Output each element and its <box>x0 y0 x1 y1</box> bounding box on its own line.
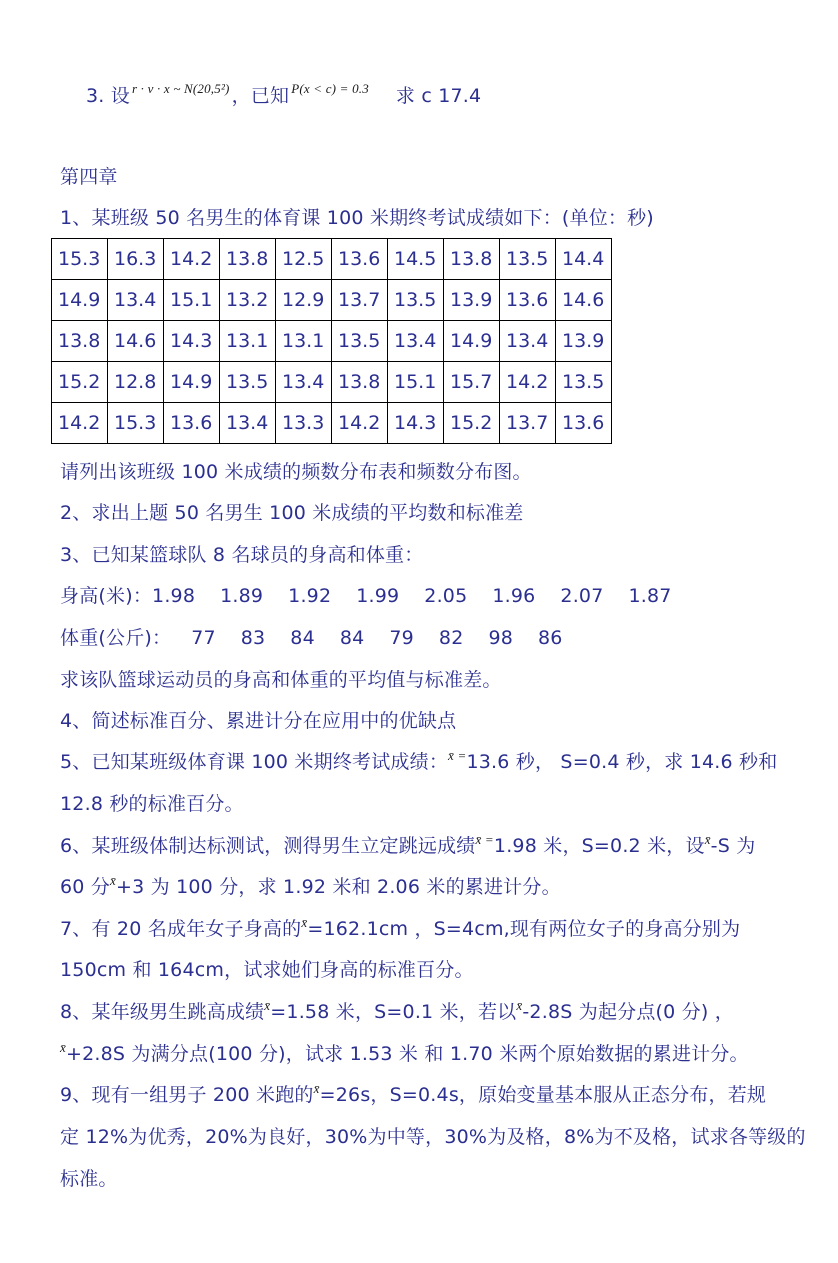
question-5-line-2: 12.8 秒的标准百分。 <box>60 793 244 815</box>
prev-question-3 <box>86 81 482 110</box>
q6-mean-symbol-2: x̄ <box>704 832 711 847</box>
table-cell: 14.4 <box>556 239 612 280</box>
weight-values: 77 83 84 84 79 82 98 86 <box>191 627 563 649</box>
table-cell: 13.8 <box>444 239 500 280</box>
table-cell: 12.9 <box>276 280 332 321</box>
question-7-line-2: 150cm 和 164cm，试求她们身高的标准百分。 <box>60 959 474 981</box>
chapter-heading: 第四章 <box>60 166 118 188</box>
table-cell: 13.8 <box>52 321 108 362</box>
q9-mean-symbol: x̄ <box>313 1081 320 1096</box>
q6-text-e: +3 为 100 分，求 1.92 米和 2.06 米的累进计分。 <box>116 876 561 898</box>
scores-table <box>51 238 612 444</box>
prev-q3-mid: ，已知 <box>231 85 290 107</box>
table-cell: 13.5 <box>332 321 388 362</box>
question-5-line-1 <box>60 750 777 776</box>
table-cell: 13.4 <box>220 403 276 444</box>
height-label: 身高(米)： <box>60 585 153 607</box>
question-1-followup: 请列出该班级 100 米成绩的频数分布表和频数分布图。 <box>60 461 532 483</box>
prev-q3-suffix: 求 c 17.4 <box>395 85 482 107</box>
question-3-ask: 求该队篮球运动员的身高和体重的平均值与标准差。 <box>60 669 502 691</box>
table-cell: 13.5 <box>556 362 612 403</box>
q6-mean-symbol: x̄ = <box>475 832 494 847</box>
table-cell: 14.6 <box>108 321 164 362</box>
question-7-line-1 <box>60 917 740 943</box>
table-row <box>52 403 612 444</box>
q5-mean-symbol: x̄ = <box>448 748 467 763</box>
table-cell: 14.5 <box>388 239 444 280</box>
table-cell: 13.1 <box>220 321 276 362</box>
table-cell: 15.2 <box>444 403 500 444</box>
question-2: 2、求出上题 50 名男生 100 米成绩的平均数和标准差 <box>60 502 524 524</box>
q6-text-d: 60 分 <box>60 876 111 898</box>
table-cell: 13.5 <box>220 362 276 403</box>
prev-q3-prefix: 3. 设 <box>86 85 130 107</box>
table-cell: 15.1 <box>164 280 220 321</box>
table-cell: 13.5 <box>500 239 556 280</box>
question-4: 4、简述标准百分、累进计分在应用中的优缺点 <box>60 710 457 732</box>
table-cell: 13.2 <box>220 280 276 321</box>
table-cell: 15.1 <box>388 362 444 403</box>
table-cell: 14.2 <box>52 403 108 444</box>
table-cell: 13.6 <box>164 403 220 444</box>
q9-text-b: =26s，S=0.4s，原始变量基本服从正态分布，若规 <box>319 1084 767 1106</box>
table-cell: 13.3 <box>276 403 332 444</box>
question-8-line-2 <box>60 1042 749 1068</box>
weight-label: 体重(公斤)： <box>60 627 172 649</box>
table-row <box>52 321 612 362</box>
question-6-line-2 <box>60 875 561 901</box>
table-cell: 13.9 <box>556 321 612 362</box>
q8-mean-symbol-2: x̄ <box>516 998 523 1013</box>
table-cell: 14.2 <box>164 239 220 280</box>
table-cell: 13.1 <box>276 321 332 362</box>
table-cell: 13.4 <box>500 321 556 362</box>
q8-text-c: -2.8S 为起分点(0 分) ， <box>522 1001 734 1023</box>
table-cell: 13.6 <box>332 239 388 280</box>
table-cell: 14.2 <box>500 362 556 403</box>
table-cell: 12.8 <box>108 362 164 403</box>
q7-text-b: =162.1cm ，S=4cm,现有两位女子的身高分别为 <box>307 918 741 940</box>
q7-text-a: 7、有 20 名成年女子身高的 <box>60 918 302 940</box>
table-cell: 14.9 <box>52 280 108 321</box>
table-cell: 14.2 <box>332 403 388 444</box>
question-3: 3、已知某篮球队 8 名球员的身高和体重： <box>60 544 424 566</box>
q6-text-a: 6、某班级体制达标测试，测得男生立定跳远成绩 <box>60 835 476 857</box>
question-9-line-3: 标准。 <box>60 1168 118 1190</box>
table-cell: 13.8 <box>220 239 276 280</box>
question-9-line-2: 定 12%为优秀，20%为良好，30%为中等，30%为及格，8%为不及格，试求各等级的 <box>60 1126 806 1148</box>
table-cell: 13.4 <box>388 321 444 362</box>
table-row <box>52 239 612 280</box>
question-1: 1、某班级 50 名男生的体育课 100 米期终考试成绩如下：(单位：秒) <box>60 207 654 229</box>
table-cell: 14.3 <box>388 403 444 444</box>
table-cell: 14.9 <box>164 362 220 403</box>
question-8-line-1 <box>60 1000 734 1026</box>
table-cell: 13.8 <box>332 362 388 403</box>
q8-text-a: 8、某年级男生跳高成绩 <box>60 1001 265 1023</box>
heights-row <box>60 584 672 608</box>
table-cell: 13.6 <box>556 403 612 444</box>
height-values: 1.98 1.89 1.92 1.99 2.05 1.96 2.07 1.87 <box>152 585 672 607</box>
q8-mean-symbol: x̄ <box>264 998 271 1013</box>
weights-row <box>60 626 563 650</box>
table-cell: 13.7 <box>332 280 388 321</box>
prev-q3-formula-distribution: r · v · x ~ N(20,5²) <box>131 81 230 96</box>
table-cell: 14.9 <box>444 321 500 362</box>
q5-text-a: 5、已知某班级体育课 100 米期终考试成绩： <box>60 751 449 773</box>
table-cell: 13.5 <box>388 280 444 321</box>
table-cell: 13.6 <box>500 280 556 321</box>
q5-text-b: 13.6 秒， S=0.4 秒，求 14.6 秒和 <box>466 751 778 773</box>
table-cell: 13.4 <box>276 362 332 403</box>
q8-mean-symbol-3: x̄ <box>60 1040 66 1055</box>
table-row <box>52 280 612 321</box>
table-cell: 15.3 <box>108 403 164 444</box>
prev-q3-formula-probability: P(x < c) = 0.3 <box>291 81 369 96</box>
table-cell: 13.7 <box>500 403 556 444</box>
q8-text-d: +2.8S 为满分点(100 分)，试求 1.53 米 和 1.70 米两个原始数据的累进计分。 <box>65 1043 749 1065</box>
table-cell: 15.2 <box>52 362 108 403</box>
q9-text-a: 9、现有一组男子 200 米跑的 <box>60 1084 314 1106</box>
question-6-line-1 <box>60 834 755 860</box>
q6-text-b: 1.98 米，S=0.2 米，设 <box>493 835 705 857</box>
table-row <box>52 362 612 403</box>
question-9-line-1 <box>60 1083 766 1109</box>
table-cell: 15.7 <box>444 362 500 403</box>
q6-mean-symbol-3: x̄ <box>110 873 117 888</box>
table-cell: 13.9 <box>444 280 500 321</box>
q8-text-b: =1.58 米，S=0.1 米，若以 <box>270 1001 517 1023</box>
q7-mean-symbol: x̄ <box>301 915 308 930</box>
table-cell: 16.3 <box>108 239 164 280</box>
table-cell: 14.3 <box>164 321 220 362</box>
table-cell: 12.5 <box>276 239 332 280</box>
q6-text-c: -S 为 <box>710 835 756 857</box>
table-cell: 15.3 <box>52 239 108 280</box>
table-cell: 14.6 <box>556 280 612 321</box>
table-cell: 13.4 <box>108 280 164 321</box>
